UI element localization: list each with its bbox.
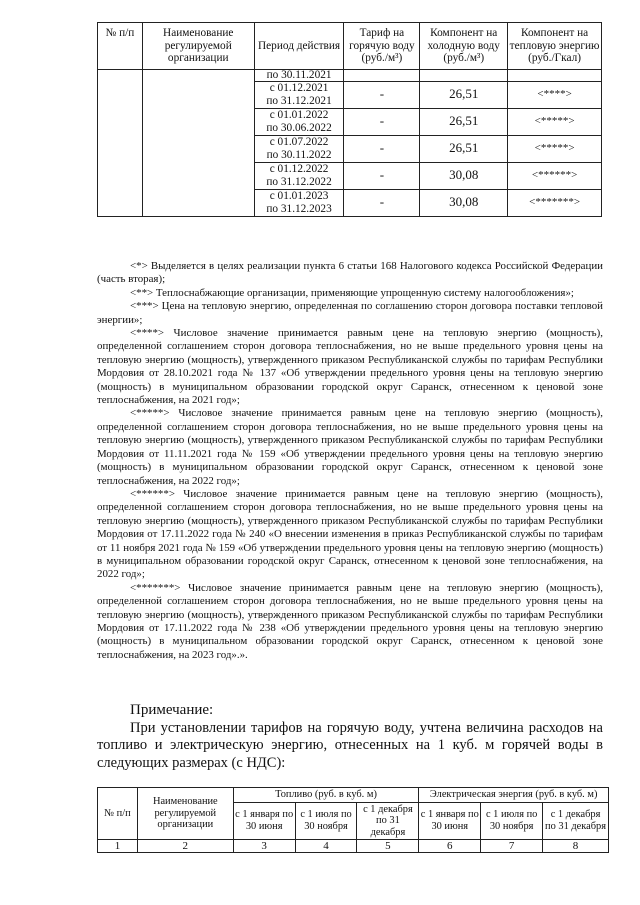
period-cell [254,69,344,81]
col-header-fuel: Топливо (руб. в куб. м) [233,788,419,803]
heat-energy-cell: <*******> [508,189,602,216]
tariff-table [97,22,602,217]
heat-energy-cell: <****> [508,81,602,108]
period-from: с 01.01.2022 [269,109,329,122]
footnote: <***> Цена на тепловую энергию, определенная по соглашению сторон договора поставки тепловой энергии»; [97,300,603,326]
col-subheader-period: с 1 января по 30 июня [233,802,295,840]
hot-water-cell: - [344,108,420,135]
heat-energy-cell: <******> [508,162,602,189]
table-row [98,69,602,81]
col-header-organization: Наименование регулируемой организации [137,788,233,840]
period-to: по 31.12.2022 [266,175,332,188]
period-to: по 30.11.2021 [266,68,332,81]
period-to: по 30.11.2022 [266,148,332,161]
footnote: <*******> Числовое значение принимается равным цене на тепловую энергию (мощность), определенной соглашением сторон договора теплоснабжения, но не выше предельного уровня цены на тепловую энергию (мощность), утвержденного приказом Республиканской службы по тарифам Республики Мордовия от 17.11.2022 года № 238 «Об утверждении предельного уровня цены на тепловую энергию (мощность) в муниципальном образовании городской округ Саранск, отнесенном к ценовой зоне теплоснабжения, на 2023 год».». [97,581,603,661]
column-number: 2 [137,840,233,853]
period-cell [254,135,344,162]
footnote: <*****> Числовое значение принимается равным цене на тепловую энергию (мощность), определенной соглашением сторон договора теплоснабжения, но не выше предельного уровня цены на тепловую энергию (мощность), утвержденного приказом Республиканской службы по тарифам Республики Мордовия от 11.11.2021 года № 159 «Об утверждении предельного уровня цены на тепловую энергию (мощность) в муниципальном образовании городской округ Саранск, отнесенном к ценовой зоне теплоснабжения, на 2022 год»; [97,407,603,487]
cold-water-cell: 26,51 [420,135,508,162]
col-subheader-period: с 1 декабря по 31 декабря [357,802,419,840]
period-cell [254,162,344,189]
period-from: с 01.01.2023 [269,190,329,203]
hot-water-cell [344,69,420,81]
remark-title: Примечание: [130,702,214,718]
hot-water-cell: - [344,189,420,216]
col-subheader-period: с 1 июля по 30 ноября [295,802,357,840]
footnote: <****> Числовое значение принимается равным цене на тепловую энергию (мощность), определенной соглашением сторон договора теплоснабжения, но не выше предельного уровня цены на тепловую энергию (мощность), утвержденного приказом Республиканской службы по тарифам Республики Мордовия от 28.10.2021 года № 137 «Об утверждении предельного уровня цены на тепловую энергию (мощность) в муниципальном образовании городской округ Саранск, отнесенном к ценовой зоне теплоснабжения, на 2021 год»; [97,327,603,407]
tariff-table-header [98,23,602,70]
organization-cell [142,69,254,216]
col-subheader-period: с 1 декабря по 31 декабря [543,802,609,840]
heat-energy-cell [508,69,602,81]
col-header-organization: Наименование регулируемой организации [142,23,254,70]
column-number: 3 [233,840,295,853]
heat-energy-cell: <*****> [508,135,602,162]
col-subheader-period: с 1 января по 30 июня [419,802,481,840]
footnote: <**> Теплоснабжающие организации, применяющие упрощенную систему налогообложения»; [130,286,574,299]
col-header-cold-water: Компонент на холодную воду (руб./м³) [420,23,508,70]
column-number: 1 [98,840,138,853]
col-subheader-period: с 1 июля по 30 ноября [481,802,543,840]
col-header-period: Период действия [254,23,344,70]
fuel-table-header [98,788,609,803]
period-from: с 01.12.2021 [269,82,329,95]
period-cell [254,189,344,216]
footnote: <*> Выделяется в целях реализации пункта 6 статьи 168 Налогового кодекса Российской Федерации (часть вторая); [97,260,603,286]
cold-water-cell: 26,51 [420,81,508,108]
col-header-hot-water: Тариф на горячую воду (руб./м³) [344,23,420,70]
hot-water-cell: - [344,81,420,108]
col-header-number: № п/п [98,23,143,70]
fuel-electricity-table [97,787,609,853]
period-cell [254,108,344,135]
column-number: 7 [481,840,543,853]
hot-water-cell: - [344,135,420,162]
column-number: 4 [295,840,357,853]
cold-water-cell [420,69,508,81]
period-from: с 01.07.2022 [269,136,329,149]
column-number: 6 [419,840,481,853]
footnote: <******> Числовое значение принимается равным цене на тепловую энергию (мощность), определенной соглашением сторон договора теплоснабжения, но не выше предельного уровня цены на тепловую энергию (мощность), утвержденного приказом Республиканской службы по тарифам Республики Мордовия от 17.11.2022 года № 240 «О внесении изменения в приказ Республиканской службы по тарифам от 11 ноября 2021 года № 159 «Об утверждении предельного уровня цены на тепловую энергию (мощность) в муниципальном образовании городской округ Саранск, отнесенном к ценовой зоне теплоснабжения, на 2022 год»; [97,487,603,581]
period-to: по 30.06.2022 [266,121,332,134]
col-header-heat-energy: Компонент на тепловую энергию (руб./Гкал) [508,23,602,70]
col-header-electricity: Электрическая энергия (руб. в куб. м) [419,788,609,803]
hot-water-cell: - [344,162,420,189]
row-number-cell [98,69,143,216]
period-from: с 01.12.2022 [269,163,329,176]
period-cell [254,81,344,108]
period-to: по 31.12.2021 [266,94,332,107]
cold-water-cell: 30,08 [420,189,508,216]
remark-text: При установлении тарифов на горячую воду, учтена величина расходов на топливо и электрическую энергию, отнесенных на 1 куб. м горячей воды в следующих размерах (с НДС): [97,720,603,771]
cold-water-cell: 30,08 [420,162,508,189]
column-number: 8 [543,840,609,853]
column-number-row [98,840,609,853]
footnotes [97,260,603,662]
cold-water-cell: 26,51 [420,108,508,135]
column-number: 5 [357,840,419,853]
heat-energy-cell: <*****> [508,108,602,135]
col-header-number: № п/п [98,788,138,840]
period-to: по 31.12.2023 [266,202,332,215]
